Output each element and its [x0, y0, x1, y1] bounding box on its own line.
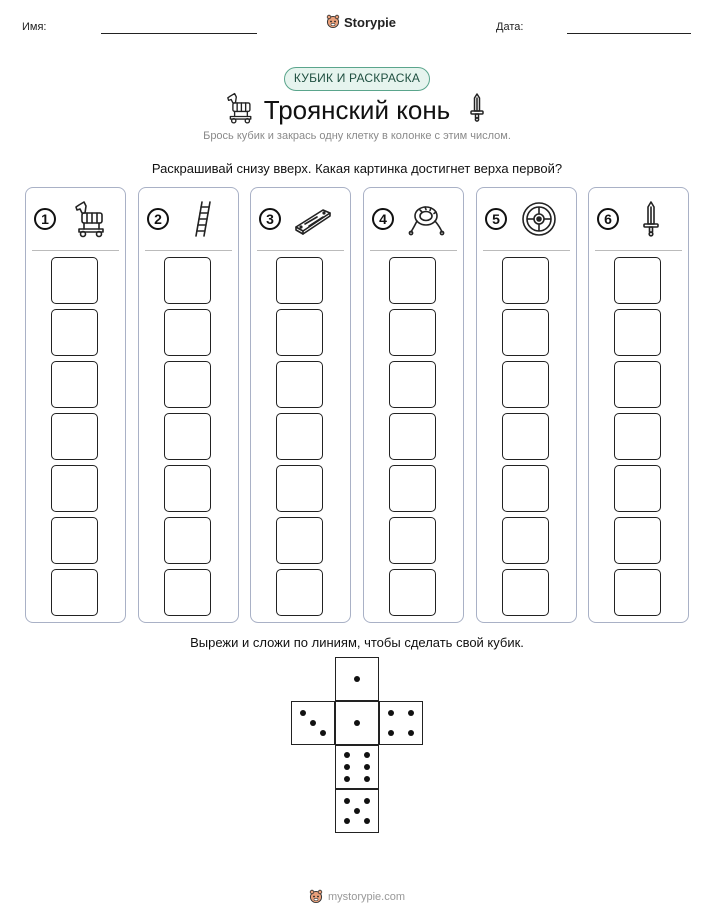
color-cell[interactable]: [389, 413, 436, 460]
color-cell[interactable]: [614, 361, 661, 408]
die-pip: [388, 710, 394, 716]
cutout-instruction: Вырежи и сложи по линиям, чтобы сделать свой кубик.: [190, 635, 524, 650]
color-cell[interactable]: [51, 361, 98, 408]
color-cell[interactable]: [276, 465, 323, 512]
ladder-icon: [181, 199, 221, 239]
color-cell[interactable]: [614, 517, 661, 564]
die-pip: [344, 776, 350, 782]
color-cell[interactable]: [276, 517, 323, 564]
brand-logo: [326, 14, 396, 30]
shield-icon: [519, 199, 559, 239]
color-cell[interactable]: [276, 413, 323, 460]
color-cell[interactable]: [389, 569, 436, 616]
color-cell[interactable]: [276, 569, 323, 616]
coloring-instruction: Раскрашивай снизу вверх. Какая картинка достигнет верха первой?: [151, 161, 563, 176]
die-pip: [344, 752, 350, 758]
color-cell[interactable]: [502, 309, 549, 356]
color-cell[interactable]: [51, 257, 98, 304]
column-2: [138, 187, 239, 623]
color-cell[interactable]: [276, 257, 323, 304]
color-cell[interactable]: [614, 257, 661, 304]
color-cell[interactable]: [389, 517, 436, 564]
die-pip: [408, 710, 414, 716]
color-cell[interactable]: [502, 465, 549, 512]
die-pip: [344, 818, 350, 824]
color-cell[interactable]: [389, 309, 436, 356]
die-pip: [344, 764, 350, 770]
die-face[interactable]: [291, 701, 335, 745]
column-5: [476, 187, 577, 623]
sword-icon: [631, 199, 671, 239]
color-cell[interactable]: [614, 413, 661, 460]
color-cell[interactable]: [51, 413, 98, 460]
column-number: 3: [259, 208, 281, 230]
die-face[interactable]: [335, 789, 379, 833]
trojan-horse-icon: [68, 199, 108, 239]
column-4: [363, 187, 464, 623]
die-pip: [364, 798, 370, 804]
die-face[interactable]: [379, 701, 423, 745]
color-cell[interactable]: [389, 257, 436, 304]
column-number: 4: [372, 208, 394, 230]
color-cell[interactable]: [502, 569, 549, 616]
die-pip: [310, 720, 316, 726]
name-line[interactable]: [101, 33, 257, 34]
die-pip: [300, 710, 306, 716]
color-cell[interactable]: [389, 465, 436, 512]
column-1: [25, 187, 126, 623]
footer: [0, 889, 714, 905]
rope-icon: [406, 199, 446, 239]
column-number: 6: [597, 208, 619, 230]
color-cell[interactable]: [164, 257, 211, 304]
die-pip: [408, 730, 414, 736]
die-face[interactable]: [335, 701, 379, 745]
color-cell[interactable]: [164, 517, 211, 564]
die-pip: [364, 752, 370, 758]
color-cell[interactable]: [276, 361, 323, 408]
color-cell[interactable]: [164, 465, 211, 512]
column-3: [250, 187, 351, 623]
activity-badge: КУБИК И РАСКРАСКА: [284, 67, 430, 91]
footer-url: mystorypie.com: [327, 891, 406, 903]
color-cell[interactable]: [502, 413, 549, 460]
die-pip: [364, 764, 370, 770]
color-cell[interactable]: [276, 309, 323, 356]
column-number: 5: [485, 208, 507, 230]
color-cell[interactable]: [51, 309, 98, 356]
color-cell[interactable]: [614, 569, 661, 616]
color-cell[interactable]: [502, 361, 549, 408]
die-pip: [320, 730, 326, 736]
color-cell[interactable]: [614, 465, 661, 512]
page-subtitle: Брось кубик и закрась одну клетку в колонке с этим числом.: [203, 130, 511, 142]
color-cell[interactable]: [389, 361, 436, 408]
die-face[interactable]: [335, 745, 379, 789]
page-title: Троянский конь: [263, 95, 451, 125]
wooden-plank-icon: [293, 199, 333, 239]
mascot-icon: [326, 14, 340, 30]
color-cell[interactable]: [614, 309, 661, 356]
column-number: 2: [147, 208, 169, 230]
die-pip: [344, 798, 350, 804]
die-face[interactable]: [335, 657, 379, 701]
color-cell[interactable]: [164, 309, 211, 356]
color-cell[interactable]: [51, 517, 98, 564]
date-line[interactable]: [567, 33, 691, 34]
die-pip: [364, 818, 370, 824]
color-cell[interactable]: [51, 569, 98, 616]
color-cell[interactable]: [164, 361, 211, 408]
die-pip: [354, 808, 360, 814]
die-pip: [354, 676, 360, 682]
brand-name: Storypie: [344, 14, 397, 30]
die-pip: [388, 730, 394, 736]
color-cell[interactable]: [502, 257, 549, 304]
sword-title-icon: [466, 92, 488, 122]
color-cell[interactable]: [164, 413, 211, 460]
date-label: Дата:: [496, 21, 524, 33]
die-pip: [364, 776, 370, 782]
mascot-icon: [309, 889, 323, 905]
column-6: [588, 187, 689, 623]
color-cell[interactable]: [502, 517, 549, 564]
die-pip: [354, 720, 360, 726]
name-label: Имя:: [22, 21, 47, 33]
color-cell[interactable]: [51, 465, 98, 512]
color-cell[interactable]: [164, 569, 211, 616]
column-number: 1: [34, 208, 56, 230]
